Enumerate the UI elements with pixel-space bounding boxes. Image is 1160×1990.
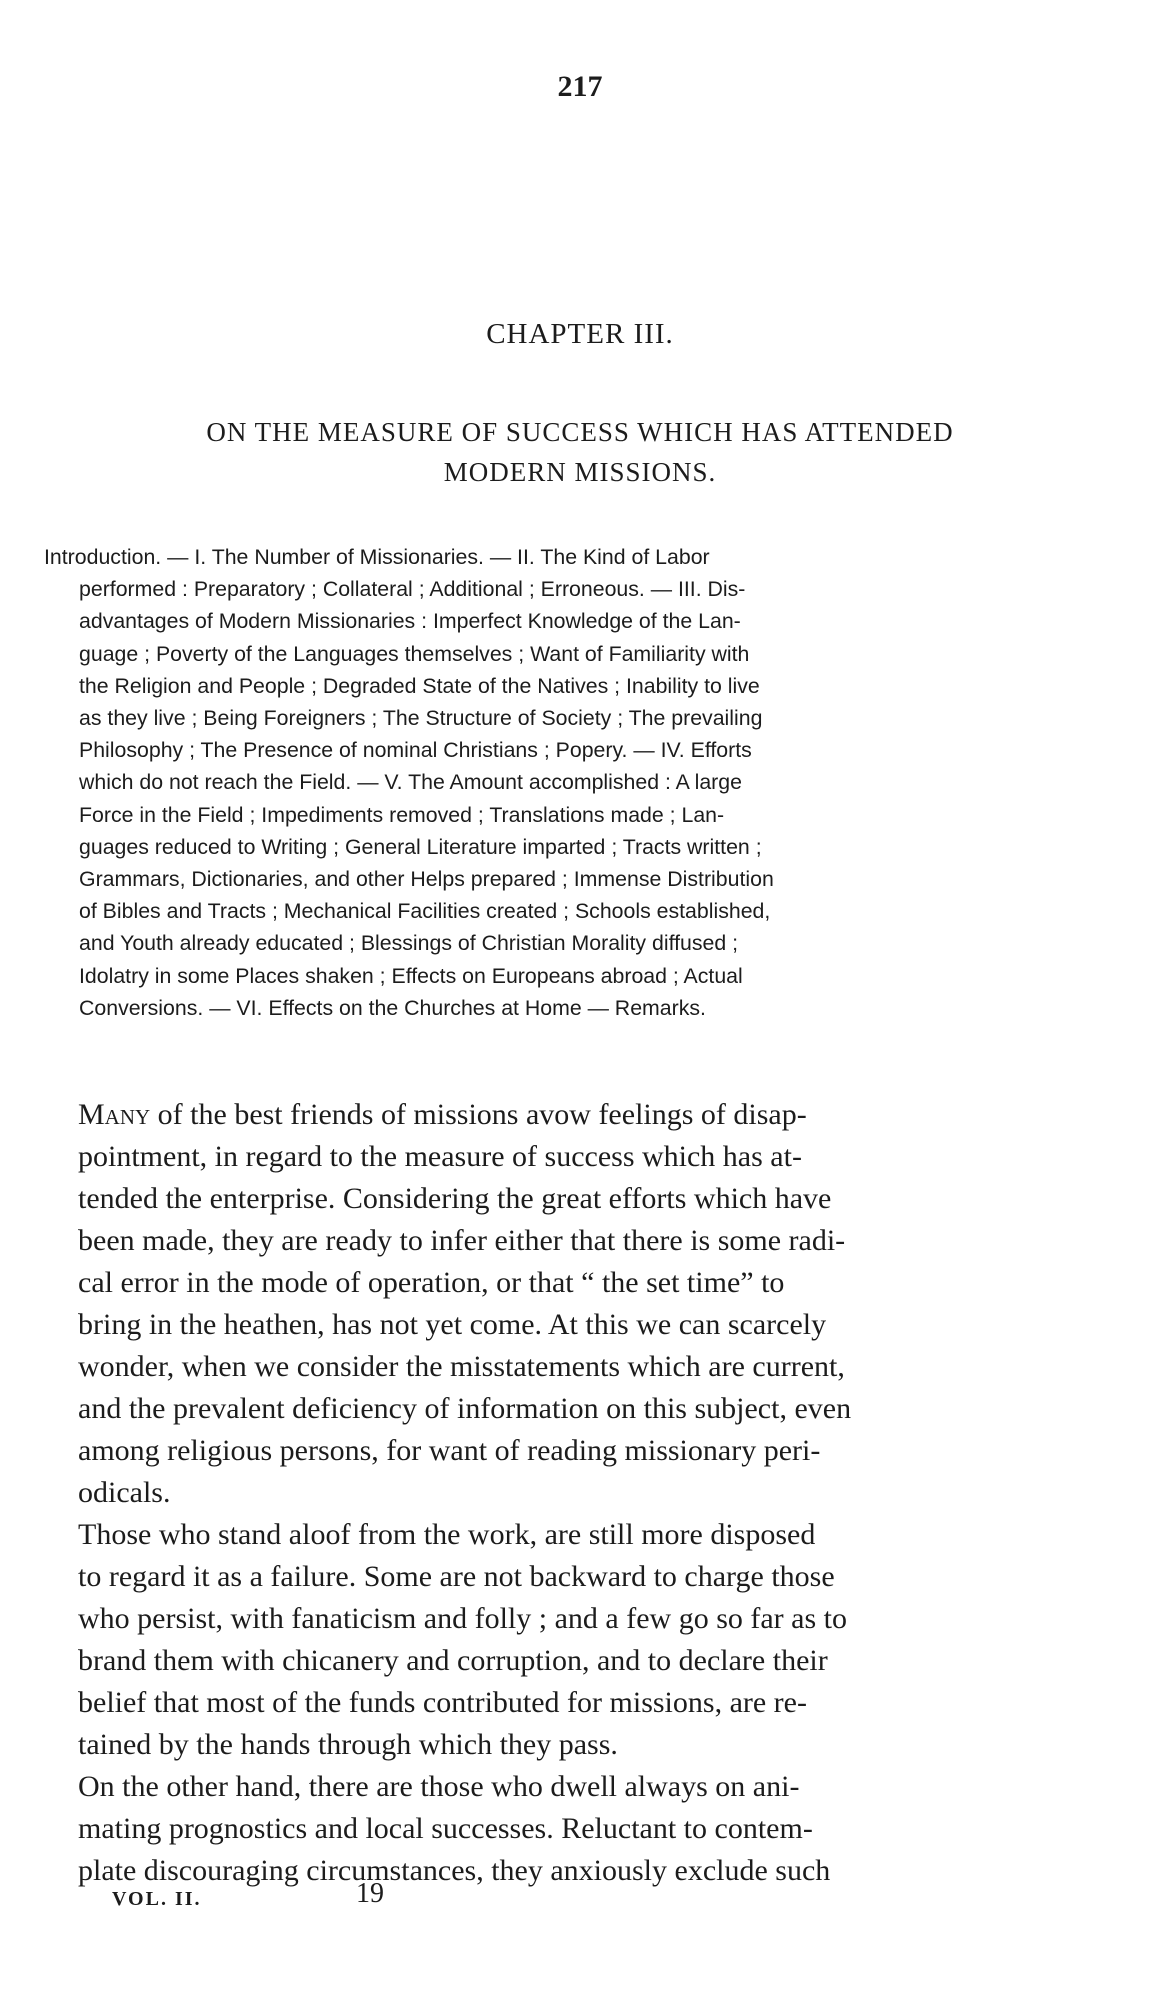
paragraph-3 — [78, 1766, 1028, 1892]
text-line: to regard it as a failure. Some are not backward to charge those — [78, 1560, 835, 1593]
text-line: odicals. — [78, 1476, 171, 1509]
text-line: plate discouraging circumstances, they anxiously exclude such — [78, 1854, 831, 1887]
paragraph-1 — [78, 1094, 1028, 1514]
synopsis-line: Grammars, Dictionaries, and other Helps prepared ; Immense Distribution — [79, 867, 774, 892]
text-line: belief that most of the funds contributed for missions, are re- — [78, 1686, 807, 1719]
text-line: tended the enterprise. Considering the great efforts which have — [78, 1182, 832, 1215]
text-line: Those who stand aloof from the work, are still more disposed — [78, 1518, 816, 1551]
page-number: 217 — [557, 70, 603, 103]
volume-marker: VOL. II. — [112, 1888, 202, 1910]
synopsis-line: guage ; Poverty of the Languages themselves ; Want of Familiarity with — [79, 641, 750, 666]
chapter-heading — [40, 412, 1120, 492]
text-line: mating prognostics and local successes. Reluctant to contem- — [78, 1812, 813, 1845]
text-line: cal error in the mode of operation, or that “ the set time” to — [78, 1266, 785, 1299]
text-line: who persist, with fanaticism and folly ; and a few go so far as to — [78, 1602, 847, 1635]
synopsis-line: of Bibles and Tracts ; Mechanical Facilities created ; Schools established, — [79, 899, 771, 924]
text-line: brand them with chicanery and corruption, and to declare their — [78, 1644, 828, 1677]
synopsis-line: Introduction. — I. The Number of Missionaries. — II. The Kind of Labor — [44, 545, 710, 569]
synopsis-line: Idolatry in some Places shaken ; Effects on Europeans abroad ; Actual — [79, 963, 743, 988]
text-line: among religious persons, for want of reading missionary peri- — [78, 1434, 821, 1467]
chapter-heading-line: MODERN MISSIONS. — [443, 457, 717, 487]
signature-mark: 19 — [356, 1878, 384, 1909]
synopsis-line: performed : Preparatory ; Collateral ; Additional ; Erroneous. — III. Dis- — [79, 577, 746, 602]
body-text — [78, 1094, 1028, 1892]
synopsis-line: which do not reach the Field. — V. The Amount accomplished : A large — [79, 770, 742, 795]
synopsis-line: Conversions. — VI. Effects on the Churches at Home — Remarks. — [79, 995, 706, 1020]
synopsis-line: the Religion and People ; Degraded State of the Natives ; Inability to live — [79, 673, 760, 698]
text-line: On the other hand, there are those who dwell always on ani- — [78, 1770, 800, 1803]
text-line: wonder, when we consider the misstatements which are current, — [78, 1350, 845, 1383]
lead-word: Many — [78, 1098, 151, 1131]
synopsis-line: as they live ; Being Foreigners ; The Structure of Society ; The prevailing — [79, 706, 763, 731]
synopsis-line: Philosophy ; The Presence of nominal Christians ; Popery. — IV. Efforts — [79, 738, 752, 763]
text-line: pointment, in regard to the measure of success which has at- — [78, 1140, 802, 1173]
synopsis-line: and Youth already educated ; Blessings of Christian Morality diffused ; — [79, 931, 739, 956]
chapter-heading-line: ON THE MEASURE OF SUCCESS WHICH HAS ATTENDED — [206, 417, 954, 447]
text-line-rest: of the best friends of missions avow feelings of disap- — [150, 1098, 807, 1131]
synopsis-line: Force in the Field ; Impediments removed ; Translations made ; Lan- — [79, 802, 725, 827]
paragraph-2 — [78, 1514, 1028, 1766]
text-line: tained by the hands through which they pass. — [78, 1728, 618, 1761]
text-line — [78, 1094, 1028, 1136]
chapter-synopsis — [44, 541, 1014, 1024]
text-line: been made, they are ready to infer either that there is some radi- — [78, 1224, 846, 1257]
chapter-title: CHAPTER III. — [486, 318, 674, 350]
text-line: and the prevalent deficiency of information on this subject, even — [78, 1392, 852, 1425]
text-line: bring in the heathen, has not yet come. At this we can scarcely — [78, 1308, 827, 1341]
synopsis-line: guages reduced to Writing ; General Literature imparted ; Tracts written ; — [79, 834, 762, 859]
synopsis-line: advantages of Modern Missionaries : Imperfect Knowledge of the Lan- — [79, 609, 741, 634]
